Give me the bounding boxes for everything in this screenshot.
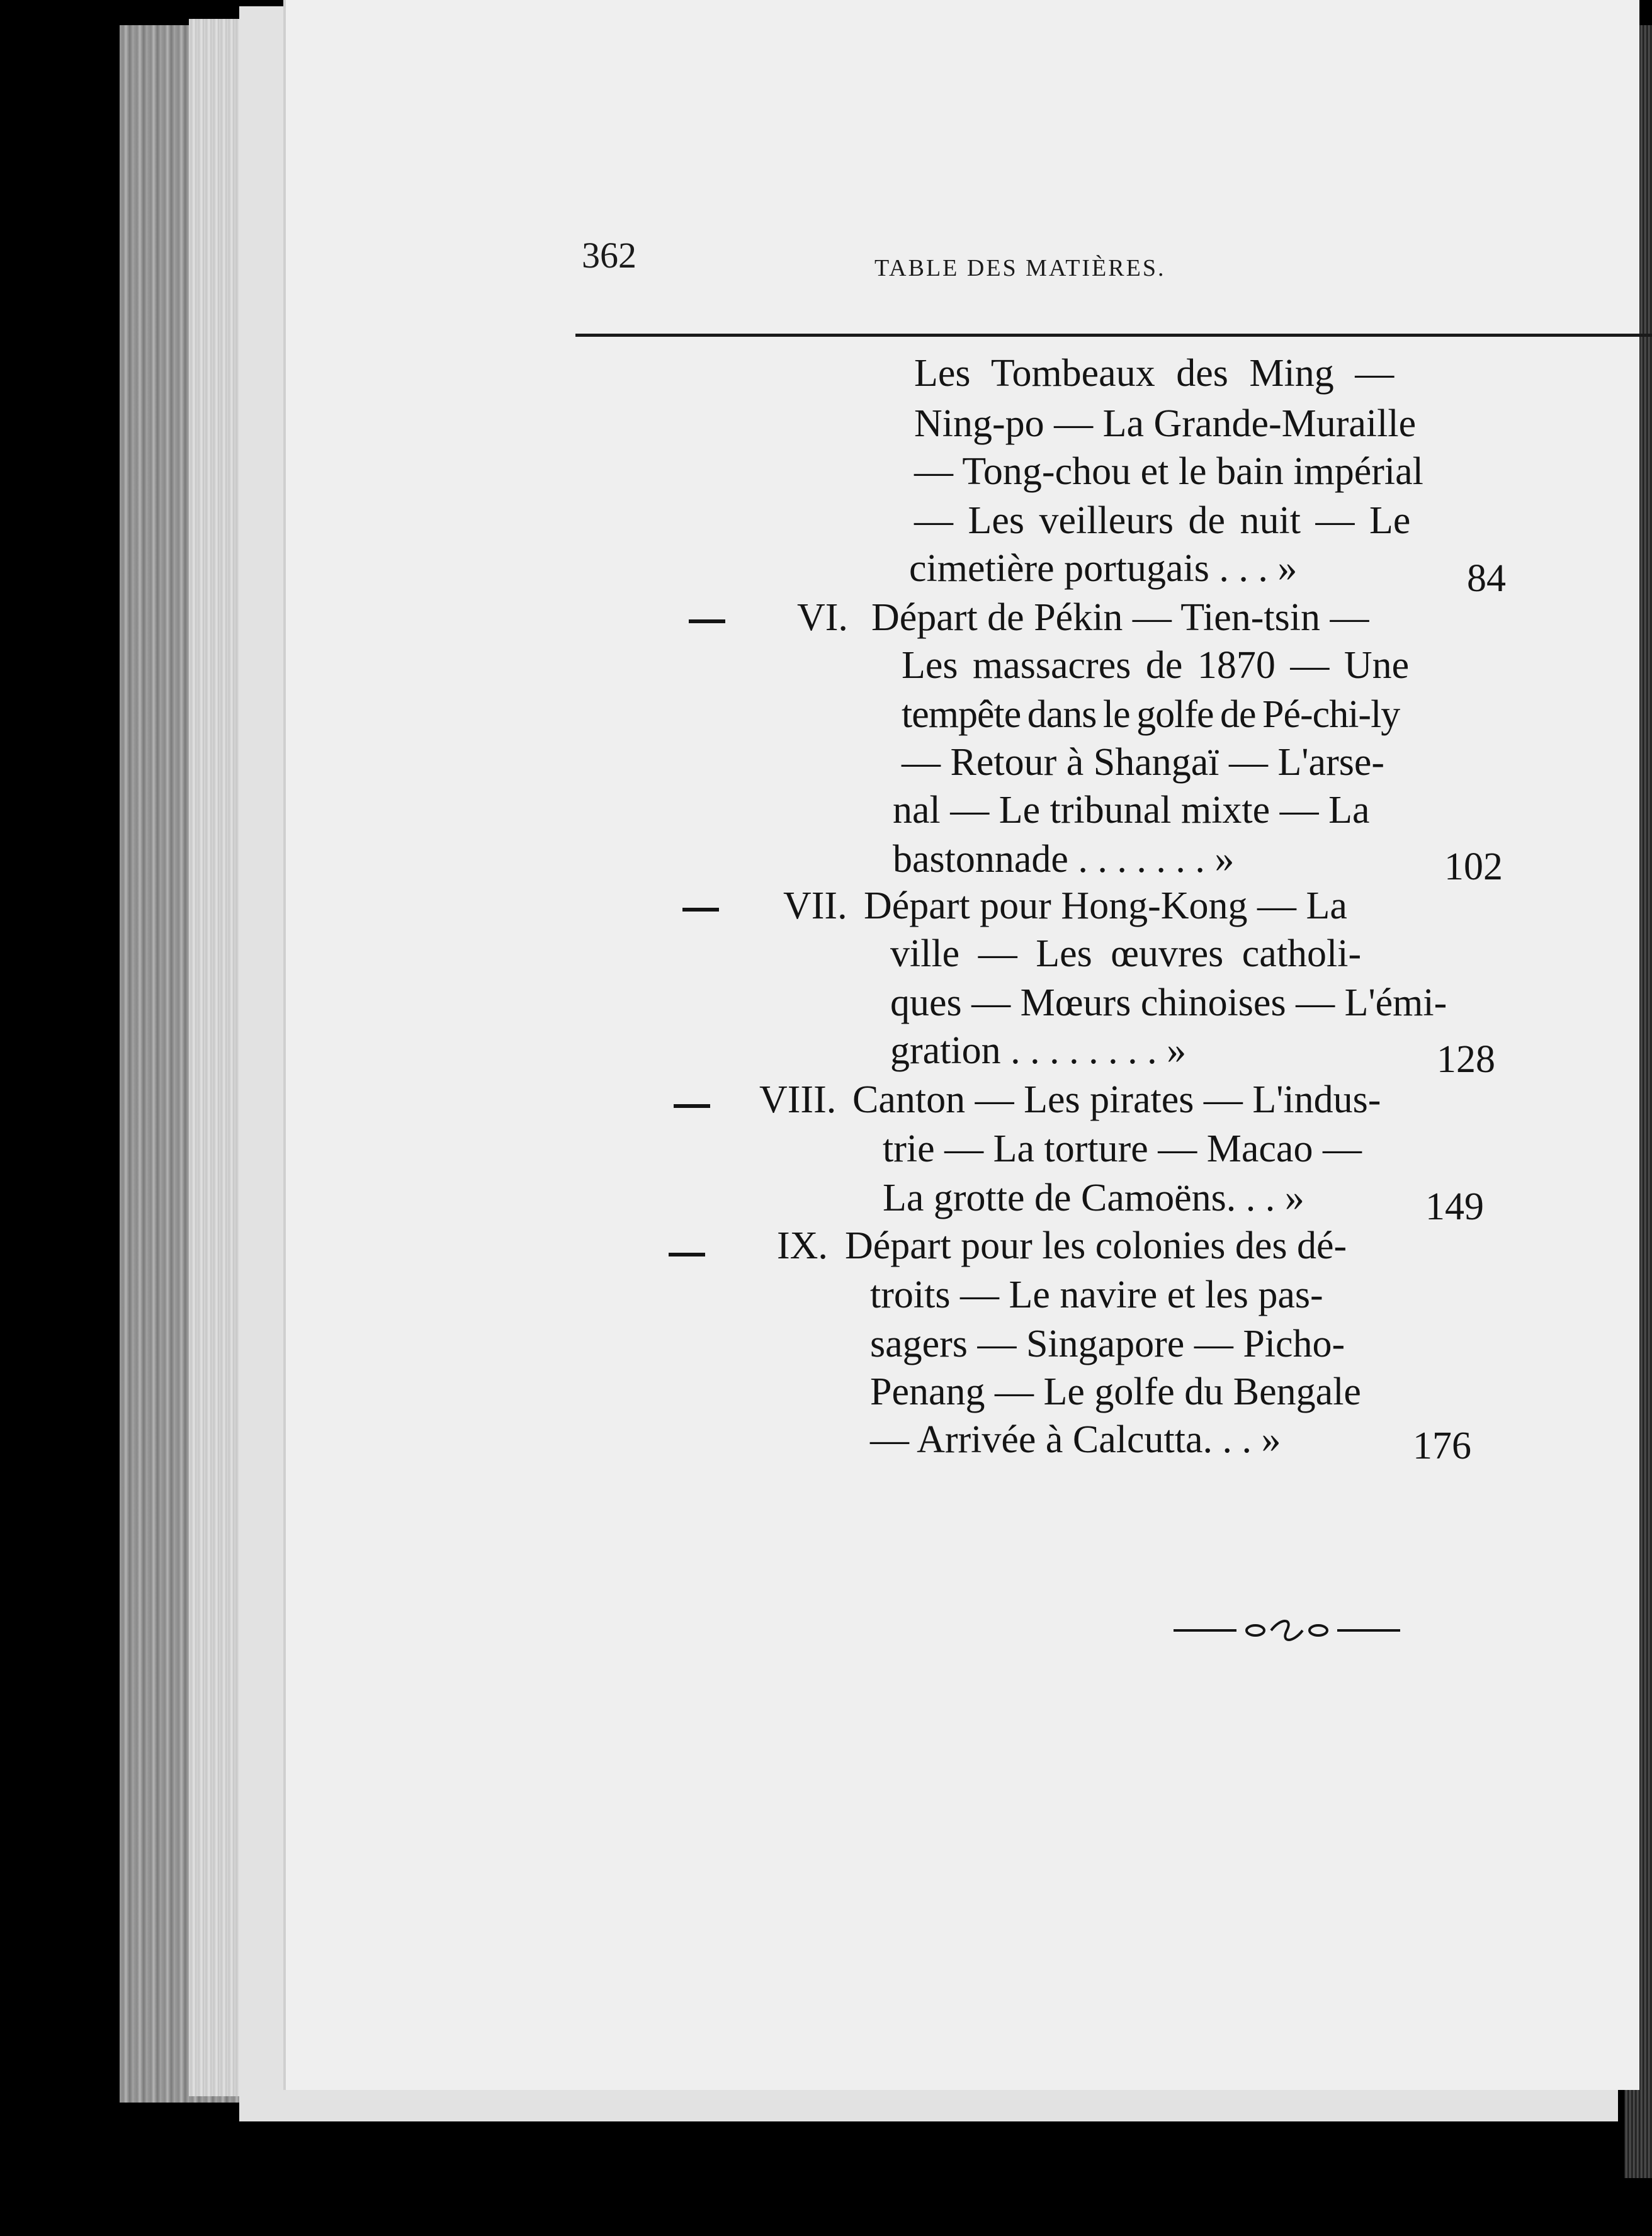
chapter-number: IX. <box>777 1224 828 1267</box>
toc-line: — Tong-chou et le bain impérial <box>914 450 1423 493</box>
toc-line: Penang — Le golfe du Bengale <box>870 1370 1361 1413</box>
toc-line: Départ pour Hong-Kong — La <box>864 884 1347 927</box>
toc-line: nal — Le tribunal mixte — La <box>893 789 1370 832</box>
toc-page-number: 149 <box>1425 1185 1484 1228</box>
toc-line: ques — Mœurs chinoises — L'émi- <box>890 981 1447 1024</box>
toc-line: Canton — Les pirates — L'indus- <box>852 1078 1381 1121</box>
chapter-number: VII. <box>783 884 847 927</box>
toc-dash <box>669 1253 705 1256</box>
toc-page-number: 84 <box>1467 557 1506 600</box>
toc-page-number: 128 <box>1437 1038 1495 1081</box>
page-header <box>286 234 1639 285</box>
toc-line: Les Tombeaux des Ming — <box>914 352 1395 395</box>
toc-line: — Retour à Shangaï — L'arse- <box>902 741 1385 784</box>
toc-page-number: 176 <box>1413 1425 1471 1467</box>
toc-line: tempête dans le golfe de Pé-chi-ly <box>902 693 1400 736</box>
toc-line: Départ pour les colonies des dé- <box>845 1224 1347 1267</box>
toc-line: La grotte de Camoëns. . . » <box>883 1177 1304 1219</box>
toc-line: ville — Les œuvres catholi- <box>890 932 1362 975</box>
page-number: 362 <box>582 235 636 276</box>
toc-line: — Arrivée à Calcutta. . . » <box>870 1418 1281 1461</box>
header-rule <box>575 334 1652 337</box>
toc-dash <box>689 619 725 623</box>
toc-line: cimetière portugais . . . » <box>909 547 1298 590</box>
toc-line: trie — La torture — Macao — <box>883 1127 1362 1170</box>
running-head: TABLE DES MATIÈRES. <box>874 255 1166 281</box>
toc-line: bastonnade . . . . . . . » <box>893 838 1235 881</box>
toc-line: Départ de Pékin — Tien-tsin — <box>871 596 1369 639</box>
toc-line: — Les veilleurs de nuit — Le <box>914 499 1411 542</box>
chapter-number: VI. <box>797 596 848 639</box>
toc-page-number: 102 <box>1444 845 1503 888</box>
book-page <box>283 0 1639 2090</box>
toc-line: Ning-po — La Grande-Muraille <box>914 402 1417 445</box>
toc-line: Les massacres de 1870 — Une <box>902 644 1410 687</box>
toc-line: sagers — Singapore — Picho- <box>870 1323 1345 1365</box>
tail-piece-ornament <box>1167 1612 1406 1649</box>
toc-line: troits — Le navire et les pas- <box>870 1273 1323 1316</box>
toc-dash <box>682 908 719 912</box>
toc-dash <box>674 1104 710 1108</box>
chapter-number: VIII. <box>759 1078 837 1121</box>
toc-line: gration . . . . . . . . » <box>890 1029 1187 1072</box>
